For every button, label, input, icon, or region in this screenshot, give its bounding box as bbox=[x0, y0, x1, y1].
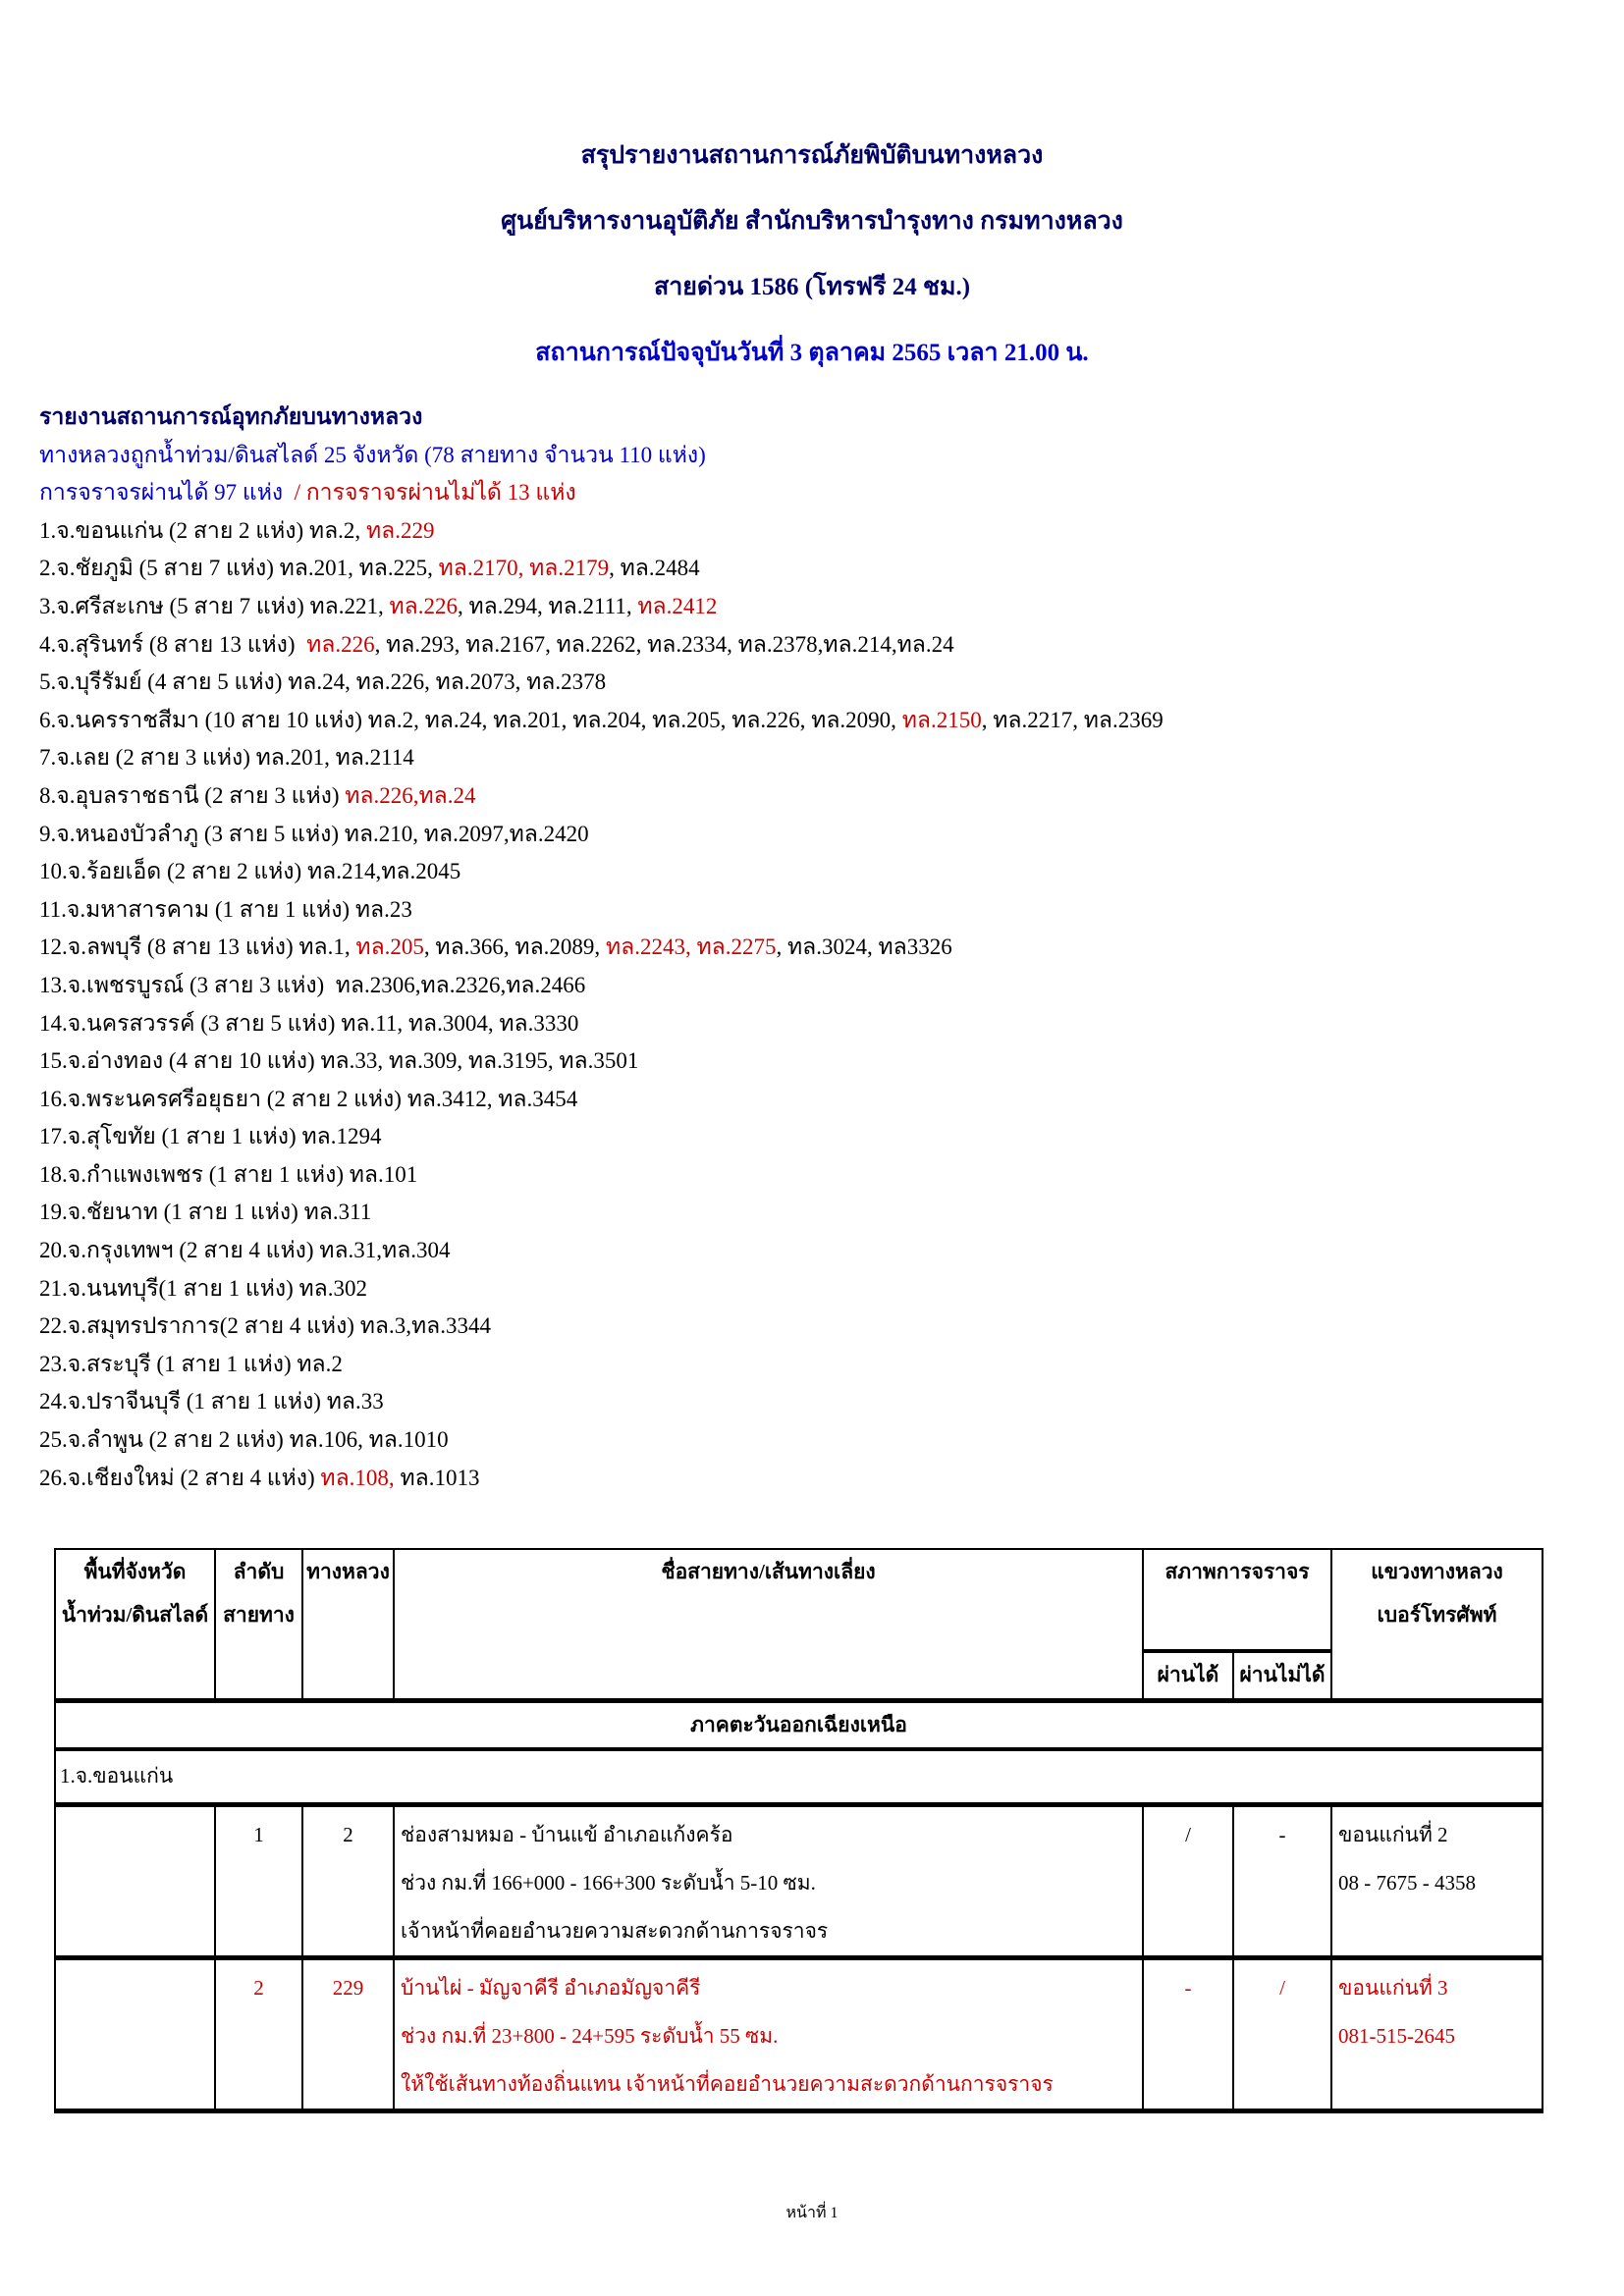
province-line-segment: 22.จ.สมุทรปราการ(2 สาย 4 แห่ง) ทล.3,ทล.3344 bbox=[39, 1313, 491, 1339]
province-line bbox=[39, 1308, 1624, 1346]
province-list bbox=[39, 512, 1624, 1497]
province-line bbox=[39, 739, 1624, 777]
province-line bbox=[39, 588, 1624, 626]
col-header-area-line2: น้ำท่วม/ดินสไลด์ bbox=[61, 1603, 209, 1628]
province-line bbox=[39, 929, 1624, 967]
province-line bbox=[39, 1194, 1624, 1232]
province-line-segment: 25.จ.ลำพูน (2 สาย 2 แห่ง) ทล.106, ทล.1010 bbox=[39, 1427, 449, 1453]
col-header-area bbox=[55, 1549, 215, 1700]
col-header-traffic: สภาพการจราจร bbox=[1143, 1549, 1331, 1651]
summary-title: รายงานสถานการณ์อุทกภัยบนทางหลวง bbox=[39, 404, 423, 429]
province-line-segment: , ทล.2217, ทล.2369 bbox=[981, 707, 1164, 732]
province-line-segment: , ทล.3024, ทล3326 bbox=[776, 934, 952, 960]
cell-office bbox=[1331, 1805, 1543, 1958]
province-line-segment: , ทล.366, ทล.2089, bbox=[423, 934, 606, 960]
province-line-segment: ทล.2150 bbox=[901, 707, 982, 732]
province-line bbox=[39, 626, 1624, 665]
report-datetime: สถานการณ์ปัจจุบันวันที่ 3 ตุลาคม 2565 เวลา 21.00 น. bbox=[535, 340, 1089, 366]
province-line-segment: ทล.205 bbox=[355, 934, 424, 960]
col-header-seq bbox=[215, 1549, 302, 1700]
province-line-segment: 1.จ.ขอนแก่น (2 สาย 2 แห่ง) ทล.2, bbox=[39, 517, 366, 543]
province-line bbox=[39, 1005, 1624, 1043]
summary-block bbox=[39, 399, 1624, 1497]
province-line-segment: 5.จ.บุรีรัมย์ (4 สาย 5 แห่ง) ทล.24, ทล.226, ทล.2073, ทล.2378 bbox=[39, 669, 607, 695]
province-line-segment: 4.จ.สุรินทร์ (8 สาย 13 แห่ง) bbox=[39, 631, 307, 657]
cell-highway bbox=[302, 1958, 394, 2111]
table-row bbox=[55, 1958, 1543, 2111]
situation-table bbox=[54, 1548, 1543, 2113]
table-row bbox=[55, 1805, 1543, 1958]
cell-office-line: ขอนแก่นที่ 2 bbox=[1338, 1823, 1448, 1847]
province-line-segment: ทล.108, bbox=[320, 1465, 395, 1490]
cell-office-line: 081-515-2645 bbox=[1338, 2024, 1456, 2049]
province-line-segment: 20.จ.กรุงเทพฯ (2 สาย 4 แห่ง) ทล.31,ทล.304 bbox=[39, 1238, 451, 1263]
cell-office bbox=[1331, 1958, 1543, 2111]
province-line bbox=[39, 891, 1624, 930]
cell-office-line: 08 - 7675 - 4358 bbox=[1338, 1871, 1477, 1896]
cell-area bbox=[55, 1958, 215, 2111]
province-line-segment: 3.จ.ศรีสะเกษ (5 สาย 7 แห่ง) ทล.221, bbox=[39, 593, 390, 618]
report-header bbox=[0, 0, 1624, 372]
report-hotline: สายด่วน 1586 (โทรฟรี 24 ชม.) bbox=[653, 274, 971, 300]
province-line bbox=[39, 1156, 1624, 1195]
province-line-segment: ทล.226 bbox=[389, 593, 459, 618]
province-line-segment: , ทล.294, ทล.2111, bbox=[458, 593, 638, 618]
province-line-segment: , ทล.2484 bbox=[609, 556, 700, 581]
report-title: สรุปรายงานสถานการณ์ภัยพิบัติบนทางหลวง bbox=[580, 142, 1044, 169]
province-line-segment: 24.จ.ปราจีนบุรี (1 สาย 1 แห่ง) ทล.33 bbox=[39, 1389, 384, 1415]
cell-passable bbox=[1143, 1958, 1233, 2111]
province-line bbox=[39, 1118, 1624, 1156]
cell-route-line: บ้านไผ่ - มัญจาคีรี อำเภอมัญจาคีรี bbox=[401, 1976, 701, 2001]
cell-seq-line: 1 bbox=[253, 1823, 264, 1847]
cell-passable-line: - bbox=[1184, 1976, 1192, 2001]
province-group-row bbox=[55, 1749, 1543, 1805]
province-line-segment: 7.จ.เลย (2 สาย 3 แห่ง) ทล.201, ทล.2114 bbox=[39, 745, 414, 771]
col-header-passable: ผ่านได้ bbox=[1143, 1651, 1233, 1700]
province-line-segment: 23.จ.สระบุรี (1 สาย 1 แห่ง) ทล.2 bbox=[39, 1351, 343, 1376]
province-line-segment: 12.จ.ลพบุรี (8 สาย 13 แห่ง) ทล.1, bbox=[39, 934, 356, 960]
province-line bbox=[39, 1270, 1624, 1308]
table-header-row bbox=[55, 1549, 1543, 1651]
province-line bbox=[39, 664, 1624, 702]
region-section-row bbox=[55, 1700, 1543, 1749]
province-line bbox=[39, 1421, 1624, 1460]
province-line bbox=[39, 702, 1624, 740]
province-line-segment: 2.จ.ชัยภูมิ (5 สาย 7 แห่ง) ทล.201, ทล.225, bbox=[39, 556, 439, 581]
cell-impassable-line: / bbox=[1279, 1976, 1285, 2001]
col-header-seq-line1: ลำดับ bbox=[233, 1560, 285, 1584]
cell-route bbox=[394, 1805, 1143, 1958]
province-line-segment: ทล.226 bbox=[306, 631, 375, 657]
summary-extent: ทางหลวงถูกน้ำท่วม/ดินสไลด์ 25 จังหวัด (78 สายทาง จำนวน 110 แห่ง) bbox=[39, 442, 706, 467]
province-line-segment: 17.จ.สุโขทัย (1 สาย 1 แห่ง) ทล.1294 bbox=[39, 1124, 382, 1149]
cell-highway-line: 2 bbox=[343, 1823, 353, 1847]
province-line-segment: 19.จ.ชัยนาท (1 สาย 1 แห่ง) ทล.311 bbox=[39, 1200, 372, 1225]
cell-seq-line: 2 bbox=[253, 1976, 264, 2001]
province-line bbox=[39, 777, 1624, 816]
province-line-segment: ทล.2243, ทล.2275 bbox=[605, 934, 777, 960]
province-line bbox=[39, 816, 1624, 854]
province-line-segment: 18.จ.กำแพงเพชร (1 สาย 1 แห่ง) ทล.101 bbox=[39, 1161, 418, 1187]
col-header-impassable: ผ่านไม่ได้ bbox=[1233, 1651, 1331, 1700]
province-line-segment: 13.จ.เพชรบูรณ์ (3 สาย 3 แห่ง) ทล.2306,ทล.2326,ทล.2466 bbox=[39, 972, 586, 997]
cell-impassable-line: - bbox=[1278, 1823, 1286, 1847]
cell-route-line: ช่วง กม.ที่ 23+800 - 24+595 ระดับน้ำ 55 ซม. bbox=[401, 2024, 779, 2049]
province-line bbox=[39, 1346, 1624, 1384]
report-organization: ศูนย์บริหารงานอุบัติภัย สำนักบริหารบำรุงทาง กรมทางหลวง bbox=[501, 208, 1123, 235]
table-body bbox=[55, 1700, 1543, 2111]
summary-impassable: / การจราจรผ่านไม่ได้ 13 แห่ง bbox=[294, 480, 576, 506]
cell-route-line: ช่วง กม.ที่ 166+000 - 166+300 ระดับน้ำ 5-10 ซม. bbox=[401, 1871, 816, 1896]
province-line-segment: 11.จ.มหาสารคาม (1 สาย 1 แห่ง) ทล.23 bbox=[39, 896, 412, 922]
cell-seq bbox=[215, 1805, 302, 1958]
col-header-route: ชื่อสายทาง/เส้นทางเลี่ยง bbox=[394, 1549, 1143, 1700]
page-number: หน้าที่ 1 bbox=[785, 2205, 839, 2221]
province-line bbox=[39, 550, 1624, 588]
cell-passable-line: / bbox=[1185, 1823, 1191, 1847]
province-line bbox=[39, 1232, 1624, 1270]
province-line-segment: ทล.229 bbox=[365, 517, 435, 543]
col-header-office-line2: เบอร์โทรศัพท์ bbox=[1377, 1603, 1497, 1628]
province-group-label: 1.จ.ขอนแก่น bbox=[55, 1749, 1543, 1805]
province-line-segment: 10.จ.ร้อยเอ็ด (2 สาย 2 แห่ง) ทล.214,ทล.2045 bbox=[39, 859, 461, 884]
cell-route bbox=[394, 1958, 1143, 2111]
province-line bbox=[39, 1383, 1624, 1421]
province-line bbox=[39, 512, 1624, 551]
cell-highway-line: 229 bbox=[332, 1976, 364, 2001]
province-line-segment: 16.จ.พระนครศรีอยุธยา (2 สาย 2 แห่ง) ทล.3412, ทล.3454 bbox=[39, 1086, 578, 1111]
province-line bbox=[39, 853, 1624, 891]
col-header-office bbox=[1331, 1549, 1543, 1700]
province-line-segment: 9.จ.หนองบัวลำภู (3 สาย 5 แห่ง) ทล.210, ทล.2097,ทล.2420 bbox=[39, 821, 589, 846]
province-line-segment: 26.จ.เชียงใหม่ (2 สาย 4 แห่ง) bbox=[39, 1465, 321, 1490]
col-header-highway: ทางหลวง bbox=[302, 1549, 394, 1700]
province-line-segment: 6.จ.นครราชสีมา (10 สาย 10 แห่ง) ทล.2, ทล.24, ทล.201, ทล.204, ทล.205, ทล.226, ทล.2090, bbox=[39, 707, 902, 732]
province-line-segment: 15.จ.อ่างทอง (4 สาย 10 แห่ง) ทล.33, ทล.309, ทล.3195, ทล.3501 bbox=[39, 1048, 639, 1074]
province-line-segment: ทล.226,ทล.24 bbox=[345, 782, 476, 808]
province-line-segment: , ทล.293, ทล.2167, ทล.2262, ทล.2334, ทล.2378,ทล.214,ทล.24 bbox=[374, 631, 954, 657]
col-header-seq-line2: สายทาง bbox=[223, 1603, 295, 1628]
province-line-segment: ทล.1013 bbox=[394, 1465, 480, 1490]
col-header-office-line1: แขวงทางหลวง bbox=[1371, 1560, 1503, 1584]
cell-impassable bbox=[1233, 1805, 1331, 1958]
cell-seq bbox=[215, 1958, 302, 2111]
province-line bbox=[39, 1460, 1624, 1498]
province-line bbox=[39, 967, 1624, 1005]
cell-impassable bbox=[1233, 1958, 1331, 2111]
province-line-segment: ทล.2170, ทล.2179 bbox=[438, 556, 610, 581]
region-section-label: ภาคตะวันออกเฉียงเหนือ bbox=[55, 1700, 1543, 1749]
cell-highway bbox=[302, 1805, 394, 1958]
summary-traffic bbox=[39, 474, 1624, 512]
province-line-segment: 14.จ.นครสวรรค์ (3 สาย 5 แห่ง) ทล.11, ทล.3004, ทล.3330 bbox=[39, 1010, 579, 1036]
cell-area bbox=[55, 1805, 215, 1958]
cell-route-line: ให้ใช้เส้นทางท้องถิ่นแทน เจ้าหน้าที่คอยอำนวยความสะดวกด้านการจราจร bbox=[401, 2072, 1054, 2097]
province-line bbox=[39, 1081, 1624, 1119]
cell-route-line: เจ้าหน้าที่คอยอำนวยความสะดวกด้านการจราจร bbox=[401, 1919, 829, 1944]
cell-passable bbox=[1143, 1805, 1233, 1958]
cell-office-line: ขอนแก่นที่ 3 bbox=[1338, 1976, 1448, 2001]
province-line-segment: ทล.2412 bbox=[637, 593, 718, 618]
province-line-segment: 21.จ.นนทบุรี(1 สาย 1 แห่ง) ทล.302 bbox=[39, 1275, 368, 1301]
province-line bbox=[39, 1042, 1624, 1081]
province-line-segment: 8.จ.อุบลราชธานี (2 สาย 3 แห่ง) bbox=[39, 782, 346, 808]
col-header-area-line1: พื้นที่จังหวัด bbox=[83, 1560, 187, 1584]
cell-route-line: ช่องสามหมอ - บ้านแข้ อำเภอแก้งคร้อ bbox=[401, 1823, 733, 1847]
summary-passable: การจราจรผ่านได้ 97 แห่ง bbox=[39, 480, 295, 506]
